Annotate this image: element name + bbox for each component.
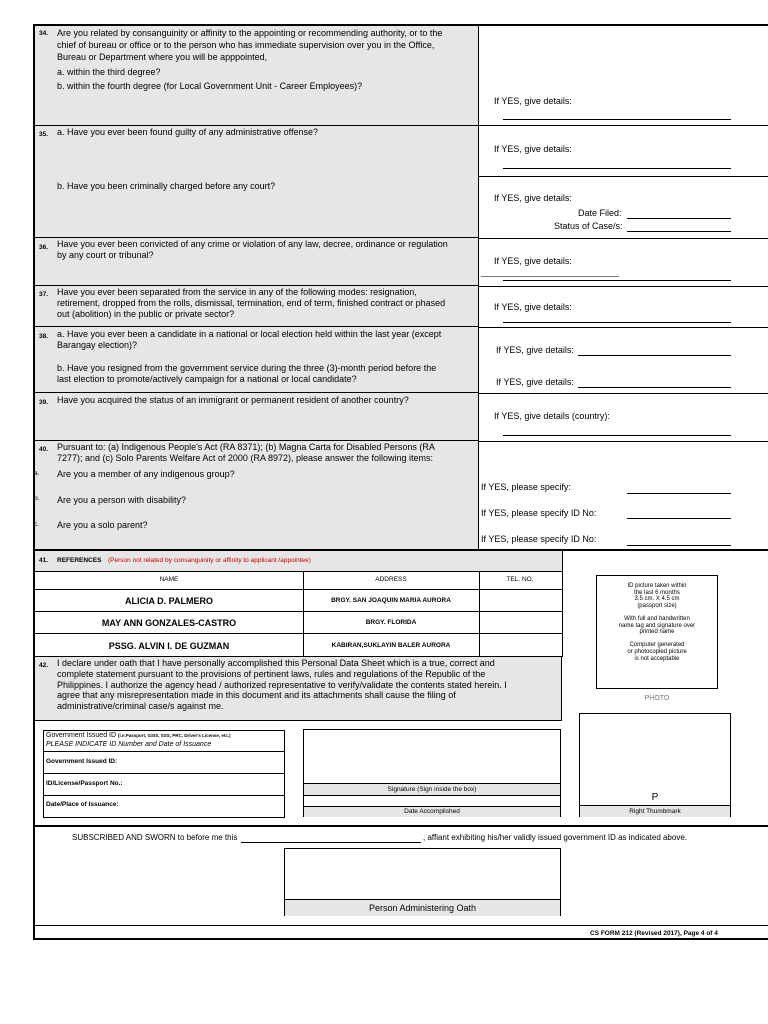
detail-label: If YES, give details: bbox=[496, 345, 574, 355]
detail-answer-line[interactable] bbox=[503, 168, 731, 169]
sub-question-c: Are you a solo parent? bbox=[57, 520, 148, 530]
question-number: 38. bbox=[39, 333, 49, 340]
sub-question-a: Are you a member of any indigenous group? bbox=[57, 469, 235, 479]
question-text-line: Are you related by consanguinity or affinity to the appointing or recommending authority, or to the bbox=[57, 28, 443, 38]
date-filed-line[interactable] bbox=[627, 218, 731, 219]
sub-question-b: b. within the fourth degree (for Local Government Unit - Career Employees)? bbox=[57, 81, 363, 91]
case-status-line[interactable] bbox=[627, 231, 731, 232]
photo-instruction: printed name bbox=[639, 629, 675, 636]
question-text-line: Have you ever been convicted of any crime or violation of any law, decree, ordinance or regulation bbox=[57, 239, 448, 249]
sub-question-a: a. Have you ever been found guilty of any administrative offense? bbox=[57, 127, 318, 137]
question-text-line: Have you acquired the status of an immigrant or permanent resident of another country? bbox=[57, 395, 409, 405]
oath-date-line[interactable] bbox=[241, 842, 421, 843]
detail-label: If YES, please specify ID No: bbox=[481, 534, 597, 544]
photo-instruction: (passport size) bbox=[637, 602, 677, 609]
question-34-panel bbox=[35, 26, 479, 126]
photo-box[interactable] bbox=[596, 575, 718, 689]
detail-label: If YES, give details: bbox=[494, 96, 572, 106]
detail-answer-line[interactable] bbox=[503, 280, 731, 281]
sub-label-a: a. bbox=[34, 470, 40, 477]
references-header bbox=[35, 551, 562, 572]
question-number: 34. bbox=[39, 30, 49, 37]
question-number: 36. bbox=[39, 244, 49, 251]
detail-answer-line[interactable] bbox=[578, 355, 731, 356]
government-id-box bbox=[43, 730, 285, 818]
person-administering-oath-label: Person Administering Oath bbox=[285, 899, 560, 916]
detail-answer-line[interactable] bbox=[578, 387, 731, 388]
declaration-panel bbox=[35, 657, 562, 721]
detail-label: If YES, give details: bbox=[494, 193, 572, 203]
detail-label: If YES, give details: bbox=[496, 377, 574, 387]
question-number: 40. bbox=[39, 446, 49, 453]
declaration-line: I declare under oath that I have personally accomplished this Personal Data Sheet which is a true, correct and bbox=[57, 658, 495, 668]
photo-instruction: the last 6 months bbox=[634, 589, 680, 596]
question-number: 37. bbox=[39, 291, 49, 298]
question-39-panel bbox=[35, 393, 479, 441]
question-text-line: a. Have you ever been a candidate in a national or local election held within the last year (except bbox=[57, 329, 442, 339]
question-36-panel bbox=[35, 238, 479, 286]
question-text-line: Have you ever been separated from the service in any of the following modes: resignation, bbox=[57, 287, 417, 297]
column-header-tel: TEL. NO. bbox=[506, 576, 534, 583]
question-text-line: retirement, dropped from the rolls, dismissal, termination, end of term, finished contract or phased bbox=[57, 298, 446, 308]
detail-answer-line[interactable] bbox=[627, 493, 731, 494]
date-filed-label: Date Filed: bbox=[578, 208, 622, 218]
column-header-name: NAME bbox=[159, 576, 179, 583]
photo-instruction: or photocopied picture bbox=[627, 648, 687, 655]
sub-question-a: a. within the third degree? bbox=[57, 67, 161, 77]
oath-statement-right: , affiant exhibiting his/her validly issued government ID as indicated above. bbox=[423, 833, 688, 842]
govid-subtitle: PLEASE INDICATE ID Number and Date of Issuance bbox=[46, 741, 212, 748]
question-text-line: 7277); and (c) Solo Parents Welfare Act of 2000 (RA 8972), please answer the following items: bbox=[57, 453, 434, 463]
photo-instruction: With full and handwritten bbox=[624, 615, 690, 622]
detail-answer-line[interactable] bbox=[503, 435, 731, 436]
detail-label: If YES, give details: bbox=[494, 302, 572, 312]
question-text-line: out (abolition) in the public or private sector? bbox=[57, 309, 235, 319]
sub-label-b: b. bbox=[34, 495, 40, 502]
question-number: 35. bbox=[39, 131, 49, 138]
question-text-line: Bureau or Department where you will be apppointed, bbox=[57, 52, 268, 62]
reference-address: KABIRAN,SUKLAYIN BALER AURORA bbox=[331, 642, 451, 649]
references-label: REFERENCES bbox=[57, 557, 102, 564]
question-number: 39. bbox=[39, 399, 49, 406]
question-text-line: chief of bureau or office or to the person who has immediate supervision over you in the Office, bbox=[57, 40, 435, 50]
question-number: 42. bbox=[39, 662, 49, 669]
declaration-line: complete statement pursuant to the provisions of pertinent laws, rules and regulations of the Republic of the bbox=[57, 668, 486, 679]
column-header-address: ADDRESS bbox=[375, 576, 407, 583]
declaration-line: Philippines. I authorize the agency head / authorized representative to verify/validate the contents stated herein. I bbox=[57, 679, 507, 690]
references-note: (Person not related by consanguinity or affinity to applicant /appointee) bbox=[108, 557, 311, 564]
sub-question-b: b. Have you been criminally charged before any court? bbox=[57, 181, 276, 191]
question-38-panel bbox=[35, 327, 479, 393]
signature-label: Signature (Sign inside the box) bbox=[304, 783, 560, 796]
question-35-panel bbox=[35, 126, 479, 238]
question-text-line: by any court or tribunal? bbox=[57, 250, 154, 260]
question-number: 41. bbox=[39, 557, 49, 564]
photo-instruction: name tag and signature over bbox=[618, 622, 696, 629]
thumbmark-box[interactable] bbox=[579, 713, 731, 817]
thumbmark-label: Right Thumbmark bbox=[580, 805, 730, 817]
photo-caption: PHOTO bbox=[644, 695, 670, 702]
govid-field-label: Government Issued ID: bbox=[46, 758, 118, 765]
sub-label-c: c. bbox=[34, 521, 40, 528]
govid-title: Government Issued ID bbox=[46, 732, 117, 739]
detail-label: If YES, give details: bbox=[494, 144, 572, 154]
photo-instruction: 3.5 cm. X 4.5 cm bbox=[634, 596, 680, 603]
declaration-line: agree that any misrepresentation made in this document and its attachments shall cause the filing of bbox=[57, 690, 456, 701]
detail-answer-line[interactable] bbox=[503, 119, 731, 120]
detail-dashes: _______________________________ bbox=[481, 268, 619, 277]
person-administering-oath-box[interactable] bbox=[284, 848, 561, 916]
detail-label: If YES, please specify ID No: bbox=[481, 508, 597, 518]
reference-name: PSSG. ALVIN I. DE GUZMAN bbox=[108, 641, 230, 651]
photo-instruction: ID picture taken within bbox=[627, 583, 687, 589]
form-footer: CS FORM 212 (Revised 2017), Page 4 of 4 bbox=[590, 930, 718, 937]
thumbmark-mark: P bbox=[651, 792, 659, 803]
case-status-label: Status of Case/s: bbox=[554, 221, 623, 231]
declaration-line: administrative/criminal case/s against me. bbox=[57, 701, 224, 712]
photo-instruction: Computer generated bbox=[629, 642, 685, 649]
question-text-line: b. Have you resigned from the government service during the three (3)-month period before the bbox=[57, 363, 437, 373]
reference-address: BRGY. SAN JOAQUIN MARIA AURORA bbox=[331, 597, 451, 604]
govid-field-label: ID/License/Passport No.: bbox=[46, 780, 123, 787]
question-text-line: Pursuant to: (a) Indigenous People's Act (RA 8371); (b) Magna Carta for Disabled Persons (RA bbox=[57, 442, 435, 452]
reference-name: ALICIA D. PALMERO bbox=[125, 596, 213, 606]
detail-label: If YES, please specify: bbox=[481, 482, 571, 492]
photo-instruction: is not acceptable bbox=[634, 655, 680, 662]
question-40-panel bbox=[35, 441, 479, 549]
detail-answer-line[interactable] bbox=[627, 518, 731, 519]
detail-answer-line[interactable] bbox=[503, 322, 731, 323]
sub-question-b: Are you a person with disability? bbox=[57, 495, 187, 505]
govid-title-note: (i.e.Passport, GSIS, SSS, PRC, Driver's License, etc.) bbox=[117, 733, 231, 738]
question-text-line: Barangay election)? bbox=[57, 340, 138, 350]
signature-box[interactable] bbox=[303, 729, 561, 817]
detail-answer-line[interactable] bbox=[627, 545, 731, 546]
question-text-line: last election to promote/actively campaign for a national or local candidate? bbox=[57, 374, 357, 384]
reference-name: MAY ANN GONZALES-CASTRO bbox=[101, 618, 237, 628]
reference-address: BRGY. FLORIDA bbox=[365, 619, 417, 626]
date-accomplished-label: Date Accomplished bbox=[304, 806, 560, 817]
question-37-panel bbox=[35, 286, 479, 327]
detail-label: If YES, give details (country): bbox=[494, 411, 610, 421]
oath-statement-left: SUBSCRIBED AND SWORN to before me this bbox=[72, 833, 238, 842]
detail-label: If YES, give details: bbox=[494, 256, 572, 266]
govid-field-label: Date/Place of Issuance: bbox=[46, 801, 119, 808]
